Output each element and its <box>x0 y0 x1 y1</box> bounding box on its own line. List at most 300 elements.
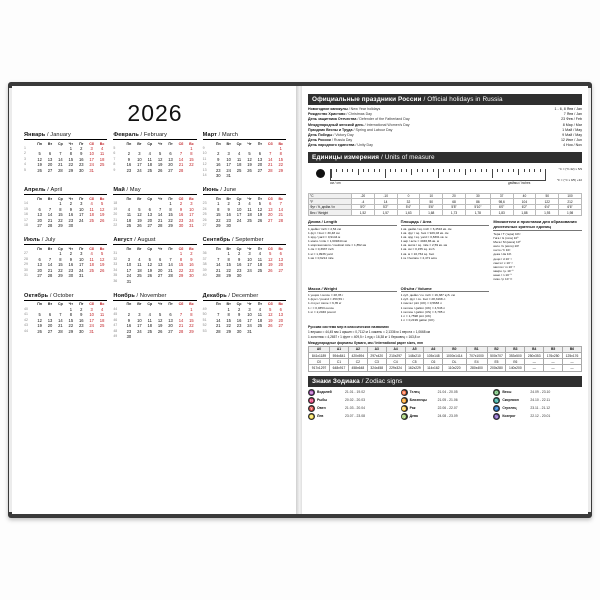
calendar-day[interactable] <box>265 329 275 334</box>
calendar-day[interactable] <box>265 223 275 228</box>
calendar-day[interactable]: 12 <box>268 256 273 262</box>
calendar-day[interactable]: 18 <box>257 317 263 323</box>
calendar-day[interactable]: 6 <box>169 312 172 318</box>
calendar-day[interactable]: 5 <box>138 206 141 212</box>
calendar-day[interactable]: 2 <box>237 251 241 257</box>
calendar-day[interactable]: 30 <box>236 328 242 334</box>
calendar-day[interactable]: 10 <box>189 206 194 212</box>
calendar-day[interactable] <box>255 273 265 278</box>
calendar-day[interactable]: 22 <box>278 162 284 168</box>
calendar-day[interactable]: 2 <box>190 251 193 257</box>
calendar-day[interactable]: 3 <box>248 306 251 312</box>
calendar-day[interactable]: 26 <box>268 267 273 273</box>
calendar-day[interactable]: 17 <box>137 162 142 168</box>
calendar-day[interactable]: 15 <box>215 212 221 218</box>
calendar-day[interactable]: 9 <box>190 256 193 262</box>
calendar-day[interactable]: 18 <box>89 212 94 218</box>
calendar-day[interactable]: 1 <box>179 251 183 257</box>
calendar-day[interactable]: 23 <box>78 162 84 168</box>
calendar-day[interactable] <box>155 279 165 284</box>
calendar-day[interactable]: 20 <box>257 162 263 168</box>
calendar-day[interactable]: 13 <box>47 156 53 162</box>
calendar-day[interactable]: 6 <box>258 151 262 157</box>
calendar-day[interactable]: 3 <box>90 146 93 151</box>
calendar-day[interactable]: 20 <box>157 267 163 273</box>
calendar-day[interactable]: 23 <box>236 323 242 329</box>
calendar-day[interactable]: 12 <box>268 312 273 318</box>
calendar-day[interactable]: 29 <box>58 273 63 279</box>
calendar-day[interactable]: 19 <box>37 162 42 168</box>
calendar-day[interactable]: 12 <box>157 156 163 162</box>
calendar-day[interactable]: 11 <box>147 317 152 323</box>
calendar-day[interactable]: 29 <box>68 328 74 334</box>
calendar-day[interactable] <box>97 168 107 173</box>
calendar-day[interactable] <box>145 334 155 339</box>
calendar-day[interactable]: 1 <box>190 146 193 151</box>
calendar-day[interactable]: 15 <box>168 212 173 218</box>
calendar-day[interactable]: 3 <box>138 151 141 157</box>
calendar-day[interactable]: 20 <box>147 217 153 223</box>
calendar-day[interactable]: 6 <box>279 251 282 257</box>
calendar-day[interactable]: 17 <box>89 317 94 323</box>
calendar-day[interactable]: 5 <box>269 251 272 257</box>
calendar-day[interactable]: 5 <box>159 151 162 157</box>
calendar-day[interactable]: 20 <box>37 267 42 273</box>
calendar-day[interactable]: 19 <box>137 217 142 223</box>
calendar-day[interactable]: 27 <box>257 167 263 173</box>
calendar-day[interactable]: 16 <box>226 212 231 218</box>
calendar-day[interactable]: 4 <box>248 201 251 207</box>
calendar-day[interactable]: 6 <box>169 151 172 157</box>
calendar-day[interactable]: 14 <box>157 212 163 218</box>
calendar-day[interactable]: 14 <box>47 212 53 218</box>
calendar-day[interactable]: 25 <box>89 217 94 223</box>
calendar-day[interactable]: 10 <box>89 312 94 318</box>
calendar-day[interactable]: 22 <box>68 162 74 168</box>
calendar-day[interactable]: 13 <box>278 256 284 262</box>
calendar-day[interactable]: 18 <box>99 317 105 323</box>
calendar-day[interactable]: 11 <box>126 212 132 218</box>
calendar-day[interactable]: 25 <box>99 162 105 168</box>
calendar-day[interactable]: 17 <box>247 317 252 323</box>
calendar-day[interactable]: 14 <box>215 317 221 323</box>
calendar-day[interactable] <box>176 334 186 339</box>
calendar-day[interactable] <box>76 223 86 228</box>
calendar-day[interactable]: 12 <box>257 206 263 212</box>
calendar-day[interactable]: 13 <box>147 212 153 218</box>
calendar-day[interactable]: 7 <box>169 256 172 262</box>
calendar-day[interactable]: 16 <box>178 212 184 218</box>
calendar-day[interactable]: 2 <box>80 146 83 151</box>
calendar-day[interactable]: 1 <box>59 251 62 257</box>
calendar-day[interactable] <box>276 329 287 334</box>
calendar-day[interactable]: 13 <box>278 312 284 318</box>
calendar-day[interactable]: 17 <box>78 262 84 268</box>
calendar-day[interactable]: 2 <box>179 201 183 207</box>
calendar-day[interactable]: 4 <box>258 251 262 257</box>
calendar-day[interactable]: 6 <box>38 256 41 262</box>
calendar-day[interactable]: 15 <box>278 156 284 162</box>
calendar-day[interactable]: 31 <box>89 328 94 334</box>
calendar-day[interactable]: 8 <box>59 256 62 262</box>
calendar-day[interactable]: 15 <box>68 317 74 323</box>
calendar-day[interactable]: 24 <box>247 267 252 273</box>
calendar-day[interactable]: 10 <box>236 206 242 212</box>
calendar-day[interactable]: 18 <box>257 262 263 268</box>
calendar-day[interactable]: 27 <box>37 223 42 229</box>
calendar-day[interactable]: 13 <box>47 317 53 323</box>
calendar-day[interactable]: 27 <box>47 328 53 334</box>
calendar-day[interactable]: 26 <box>257 217 263 223</box>
calendar-day[interactable] <box>165 334 175 339</box>
calendar-day[interactable]: 31 <box>189 223 194 229</box>
calendar-day[interactable]: 18 <box>99 156 105 162</box>
calendar-day[interactable]: 25 <box>236 167 242 173</box>
calendar-day[interactable]: 22 <box>58 267 63 273</box>
calendar-day[interactable]: 29 <box>68 167 74 173</box>
calendar-day[interactable]: 18 <box>247 212 252 218</box>
calendar-day[interactable]: 30 <box>68 273 74 279</box>
calendar-day[interactable] <box>134 334 144 339</box>
calendar-day[interactable] <box>165 279 175 284</box>
calendar-day[interactable]: 23 <box>78 323 84 329</box>
calendar-day[interactable]: 19 <box>147 267 153 273</box>
calendar-day[interactable] <box>186 279 196 284</box>
calendar-day[interactable]: 31 <box>126 278 132 284</box>
calendar-day[interactable]: 21 <box>157 217 163 223</box>
calendar-day[interactable]: 30 <box>178 223 184 229</box>
calendar-day[interactable]: 19 <box>257 212 263 218</box>
calendar-day[interactable]: 8 <box>190 312 193 318</box>
calendar-day[interactable]: 25 <box>126 223 132 229</box>
calendar-day[interactable]: 7 <box>217 312 220 318</box>
calendar-day[interactable]: 3 <box>80 251 83 257</box>
calendar-day[interactable]: 5 <box>159 312 162 318</box>
calendar-day[interactable]: 30 <box>236 273 242 279</box>
calendar-day[interactable]: 24 <box>78 267 84 273</box>
calendar-day[interactable]: 22 <box>189 162 194 168</box>
calendar-day[interactable]: 13 <box>37 262 42 268</box>
calendar-day[interactable]: 12 <box>99 206 105 212</box>
calendar-day[interactable] <box>244 173 254 178</box>
calendar-day[interactable]: 1 <box>59 201 62 207</box>
calendar-day[interactable]: 26 <box>99 267 105 273</box>
calendar-day[interactable] <box>265 173 275 178</box>
calendar-day[interactable] <box>276 273 287 278</box>
calendar-day[interactable]: 20 <box>168 162 173 168</box>
calendar-day[interactable]: 17 <box>126 267 132 273</box>
calendar-day[interactable]: 24 <box>137 328 142 334</box>
calendar-day[interactable]: 8 <box>190 151 193 157</box>
calendar-day[interactable]: 29 <box>226 328 231 334</box>
calendar-day[interactable]: 3 <box>227 151 230 157</box>
calendar-day[interactable]: 6 <box>38 206 41 212</box>
calendar-day[interactable]: 17 <box>137 323 142 329</box>
calendar-day[interactable] <box>145 279 155 284</box>
calendar-day[interactable]: 23 <box>189 267 194 273</box>
calendar-day[interactable]: 24 <box>189 217 194 223</box>
calendar-day[interactable]: 12 <box>37 156 42 162</box>
calendar-day[interactable]: 28 <box>58 167 63 173</box>
calendar-day[interactable] <box>265 273 275 278</box>
calendar-day[interactable]: 28 <box>268 167 273 173</box>
calendar-day[interactable]: 6 <box>159 256 162 262</box>
calendar-day[interactable]: 20 <box>37 217 42 223</box>
calendar-day[interactable] <box>234 223 244 228</box>
calendar-day[interactable]: 19 <box>37 323 42 329</box>
calendar-day[interactable]: 11 <box>99 151 105 157</box>
calendar-day[interactable]: 13 <box>37 212 42 218</box>
calendar-day[interactable]: 28 <box>278 217 284 223</box>
calendar-day[interactable]: 20 <box>47 162 53 168</box>
calendar-day[interactable]: 24 <box>126 273 132 279</box>
calendar-day[interactable]: 21 <box>58 162 63 168</box>
calendar-day[interactable]: 16 <box>215 162 221 168</box>
calendar-day[interactable]: 13 <box>168 317 173 323</box>
calendar-day[interactable]: 29 <box>168 223 173 229</box>
calendar-day[interactable]: 14 <box>168 262 173 268</box>
calendar-day[interactable]: 1 <box>69 306 72 312</box>
calendar-day[interactable] <box>186 334 196 339</box>
calendar-day[interactable]: 8 <box>227 256 230 262</box>
calendar-day[interactable]: 14 <box>58 156 63 162</box>
calendar-day[interactable]: 14 <box>47 262 53 268</box>
calendar-day[interactable]: 17 <box>247 262 252 268</box>
calendar-day[interactable]: 3 <box>127 256 131 262</box>
calendar-day[interactable]: 30 <box>226 223 231 229</box>
calendar-day[interactable]: 6 <box>48 312 52 318</box>
calendar-day[interactable]: 16 <box>78 156 84 162</box>
calendar-day[interactable]: 2 <box>127 151 131 157</box>
calendar-day[interactable]: 31 <box>226 173 231 179</box>
calendar-day[interactable]: 14 <box>178 156 184 162</box>
calendar-day[interactable]: 4 <box>90 201 93 207</box>
calendar-day[interactable]: 1 <box>190 306 193 312</box>
calendar-day[interactable]: 9 <box>227 206 230 212</box>
calendar-day[interactable]: 8 <box>59 206 62 212</box>
calendar-day[interactable]: 26 <box>137 223 142 229</box>
calendar-day[interactable]: 5 <box>258 201 262 207</box>
calendar-day[interactable]: 11 <box>257 256 263 262</box>
calendar-day[interactable]: 21 <box>215 267 221 273</box>
calendar-day[interactable]: 22 <box>178 267 184 273</box>
calendar-day[interactable]: 26 <box>37 328 42 334</box>
calendar-day[interactable]: 7 <box>159 206 162 212</box>
calendar-day[interactable]: 27 <box>168 167 173 173</box>
calendar-day[interactable]: 18 <box>147 162 153 168</box>
calendar-day[interactable]: 24 <box>247 323 252 329</box>
calendar-day[interactable]: 1 <box>69 146 72 151</box>
calendar-day[interactable]: 5 <box>38 312 41 318</box>
calendar-day[interactable]: 25 <box>257 323 263 329</box>
calendar-day[interactable]: 18 <box>137 267 142 273</box>
calendar-day[interactable]: 21 <box>178 162 184 168</box>
calendar-day[interactable]: 25 <box>147 167 153 173</box>
calendar-day[interactable]: 7 <box>279 201 282 207</box>
calendar-day[interactable]: 13 <box>168 156 173 162</box>
calendar-day[interactable]: 21 <box>168 267 173 273</box>
calendar-day[interactable]: 15 <box>178 262 184 268</box>
calendar-day[interactable]: 27 <box>268 217 273 223</box>
calendar-day[interactable]: 4 <box>90 251 93 257</box>
calendar-day[interactable]: 28 <box>178 328 184 334</box>
calendar-day[interactable]: 16 <box>236 262 242 268</box>
calendar-day[interactable]: 25 <box>137 273 142 279</box>
calendar-day[interactable]: 20 <box>268 212 273 218</box>
calendar-day[interactable]: 20 <box>47 323 53 329</box>
calendar-day[interactable] <box>244 223 254 228</box>
calendar-day[interactable]: 4 <box>127 206 131 212</box>
calendar-day[interactable]: 2 <box>69 201 72 207</box>
calendar-day[interactable]: 17 <box>89 156 94 162</box>
calendar-day[interactable]: 21 <box>47 267 53 273</box>
calendar-day[interactable]: 15 <box>189 156 194 162</box>
calendar-day[interactable]: 17 <box>189 212 194 218</box>
calendar-day[interactable]: 28 <box>47 223 53 229</box>
calendar-day[interactable] <box>186 168 196 173</box>
calendar-day[interactable]: 7 <box>217 256 220 262</box>
calendar-day[interactable]: 11 <box>147 156 152 162</box>
calendar-day[interactable]: 27 <box>168 328 173 334</box>
calendar-day[interactable]: 12 <box>99 256 105 262</box>
calendar-day[interactable]: 21 <box>215 323 221 329</box>
calendar-day[interactable]: 8 <box>279 151 282 157</box>
calendar-day[interactable]: 2 <box>237 306 241 312</box>
calendar-day[interactable]: 13 <box>268 206 273 212</box>
calendar-day[interactable]: 29 <box>278 167 284 173</box>
calendar-day[interactable]: 25 <box>99 323 105 329</box>
calendar-day[interactable]: 16 <box>126 162 132 168</box>
calendar-day[interactable]: 21 <box>178 323 184 329</box>
calendar-day[interactable]: 4 <box>148 312 151 318</box>
calendar-day[interactable]: 5 <box>269 306 272 312</box>
calendar-day[interactable]: 14 <box>58 317 63 323</box>
calendar-day[interactable]: 16 <box>236 317 242 323</box>
calendar-day[interactable]: 11 <box>89 206 94 212</box>
calendar-day[interactable]: 31 <box>78 273 84 279</box>
calendar-day[interactable]: 22 <box>58 217 63 223</box>
calendar-day[interactable]: 10 <box>89 151 94 157</box>
calendar-day[interactable]: 3 <box>248 251 251 257</box>
calendar-day[interactable]: 10 <box>78 256 84 262</box>
calendar-day[interactable]: 9 <box>80 151 83 157</box>
calendar-day[interactable] <box>276 173 287 178</box>
calendar-day[interactable]: 9 <box>237 256 241 262</box>
calendar-day[interactable]: 6 <box>269 201 272 207</box>
calendar-day[interactable]: 7 <box>48 206 52 212</box>
calendar-day[interactable]: 12 <box>147 262 153 268</box>
calendar-day[interactable]: 8 <box>169 206 172 212</box>
calendar-day[interactable]: 22 <box>189 323 194 329</box>
calendar-day[interactable]: 21 <box>278 212 284 218</box>
calendar-day[interactable]: 29 <box>189 328 194 334</box>
calendar-day[interactable]: 15 <box>58 212 63 218</box>
calendar-day[interactable] <box>97 223 107 228</box>
calendar-day[interactable]: 10 <box>137 156 142 162</box>
calendar-day[interactable]: 8 <box>69 312 72 318</box>
calendar-day[interactable]: 30 <box>78 167 84 173</box>
calendar-day[interactable]: 26 <box>268 323 273 329</box>
calendar-day[interactable]: 23 <box>215 167 221 173</box>
calendar-day[interactable]: 28 <box>168 273 173 279</box>
calendar-day[interactable]: 29 <box>215 223 221 229</box>
calendar-day[interactable]: 24 <box>236 217 242 223</box>
calendar-day[interactable]: 22 <box>168 217 173 223</box>
calendar-day[interactable]: 29 <box>58 223 63 229</box>
calendar-day[interactable]: 19 <box>268 317 273 323</box>
calendar-day[interactable]: 7 <box>48 256 52 262</box>
calendar-day[interactable] <box>234 173 244 178</box>
calendar-day[interactable]: 12 <box>247 156 252 162</box>
calendar-day[interactable]: 4 <box>237 151 241 157</box>
calendar-day[interactable]: 23 <box>68 267 74 273</box>
calendar-day[interactable]: 6 <box>48 151 52 157</box>
calendar-day[interactable]: 27 <box>157 273 163 279</box>
calendar-day[interactable]: 29 <box>178 273 184 279</box>
calendar-day[interactable]: 11 <box>247 206 252 212</box>
calendar-day[interactable]: 7 <box>269 151 272 157</box>
calendar-day[interactable]: 5 <box>100 201 104 207</box>
calendar-day[interactable]: 30 <box>68 223 74 229</box>
calendar-day[interactable]: 15 <box>58 262 63 268</box>
calendar-day[interactable]: 12 <box>157 317 163 323</box>
calendar-day[interactable]: 24 <box>89 323 94 329</box>
calendar-day[interactable]: 17 <box>226 162 231 168</box>
calendar-day[interactable]: 21 <box>47 217 53 223</box>
calendar-day[interactable] <box>176 279 186 284</box>
calendar-day[interactable]: 30 <box>215 173 221 179</box>
calendar-day[interactable]: 17 <box>236 212 242 218</box>
calendar-day[interactable]: 22 <box>215 217 221 223</box>
calendar-day[interactable]: 9 <box>80 312 83 318</box>
calendar-day[interactable]: 23 <box>126 167 132 173</box>
calendar-day[interactable]: 25 <box>147 328 153 334</box>
calendar-day[interactable]: 15 <box>226 317 231 323</box>
calendar-day[interactable]: 20 <box>278 262 284 268</box>
calendar-day[interactable]: 1 <box>227 251 230 257</box>
calendar-day[interactable]: 21 <box>58 323 63 329</box>
calendar-day[interactable]: 25 <box>247 217 252 223</box>
calendar-day[interactable]: 28 <box>178 167 184 173</box>
calendar-day[interactable]: 25 <box>257 267 263 273</box>
calendar-day[interactable]: 9 <box>217 156 220 162</box>
calendar-day[interactable]: 23 <box>178 217 184 223</box>
calendar-day[interactable]: 20 <box>278 317 284 323</box>
calendar-day[interactable]: 23 <box>226 217 231 223</box>
calendar-day[interactable]: 13 <box>157 262 163 268</box>
calendar-day[interactable]: 1 <box>217 201 220 207</box>
calendar-day[interactable] <box>134 279 144 284</box>
calendar-day[interactable]: 5 <box>148 256 151 262</box>
calendar-day[interactable]: 16 <box>126 323 132 329</box>
calendar-day[interactable]: 24 <box>226 167 231 173</box>
calendar-day[interactable]: 12 <box>37 317 42 323</box>
calendar-day[interactable] <box>276 223 287 228</box>
calendar-day[interactable]: 27 <box>147 223 153 229</box>
calendar-day[interactable]: 19 <box>268 262 273 268</box>
calendar-day[interactable]: 17 <box>78 212 84 218</box>
calendar-day[interactable]: 15 <box>189 317 194 323</box>
calendar-day[interactable]: 7 <box>59 312 62 318</box>
calendar-day[interactable]: 14 <box>215 262 221 268</box>
calendar-day[interactable]: 26 <box>37 167 42 173</box>
calendar-day[interactable]: 28 <box>215 273 221 279</box>
calendar-day[interactable]: 9 <box>69 206 72 212</box>
calendar-day[interactable]: 14 <box>178 317 184 323</box>
calendar-day[interactable]: 11 <box>257 312 263 318</box>
calendar-day[interactable]: 26 <box>247 167 252 173</box>
calendar-day[interactable]: 24 <box>78 217 84 223</box>
